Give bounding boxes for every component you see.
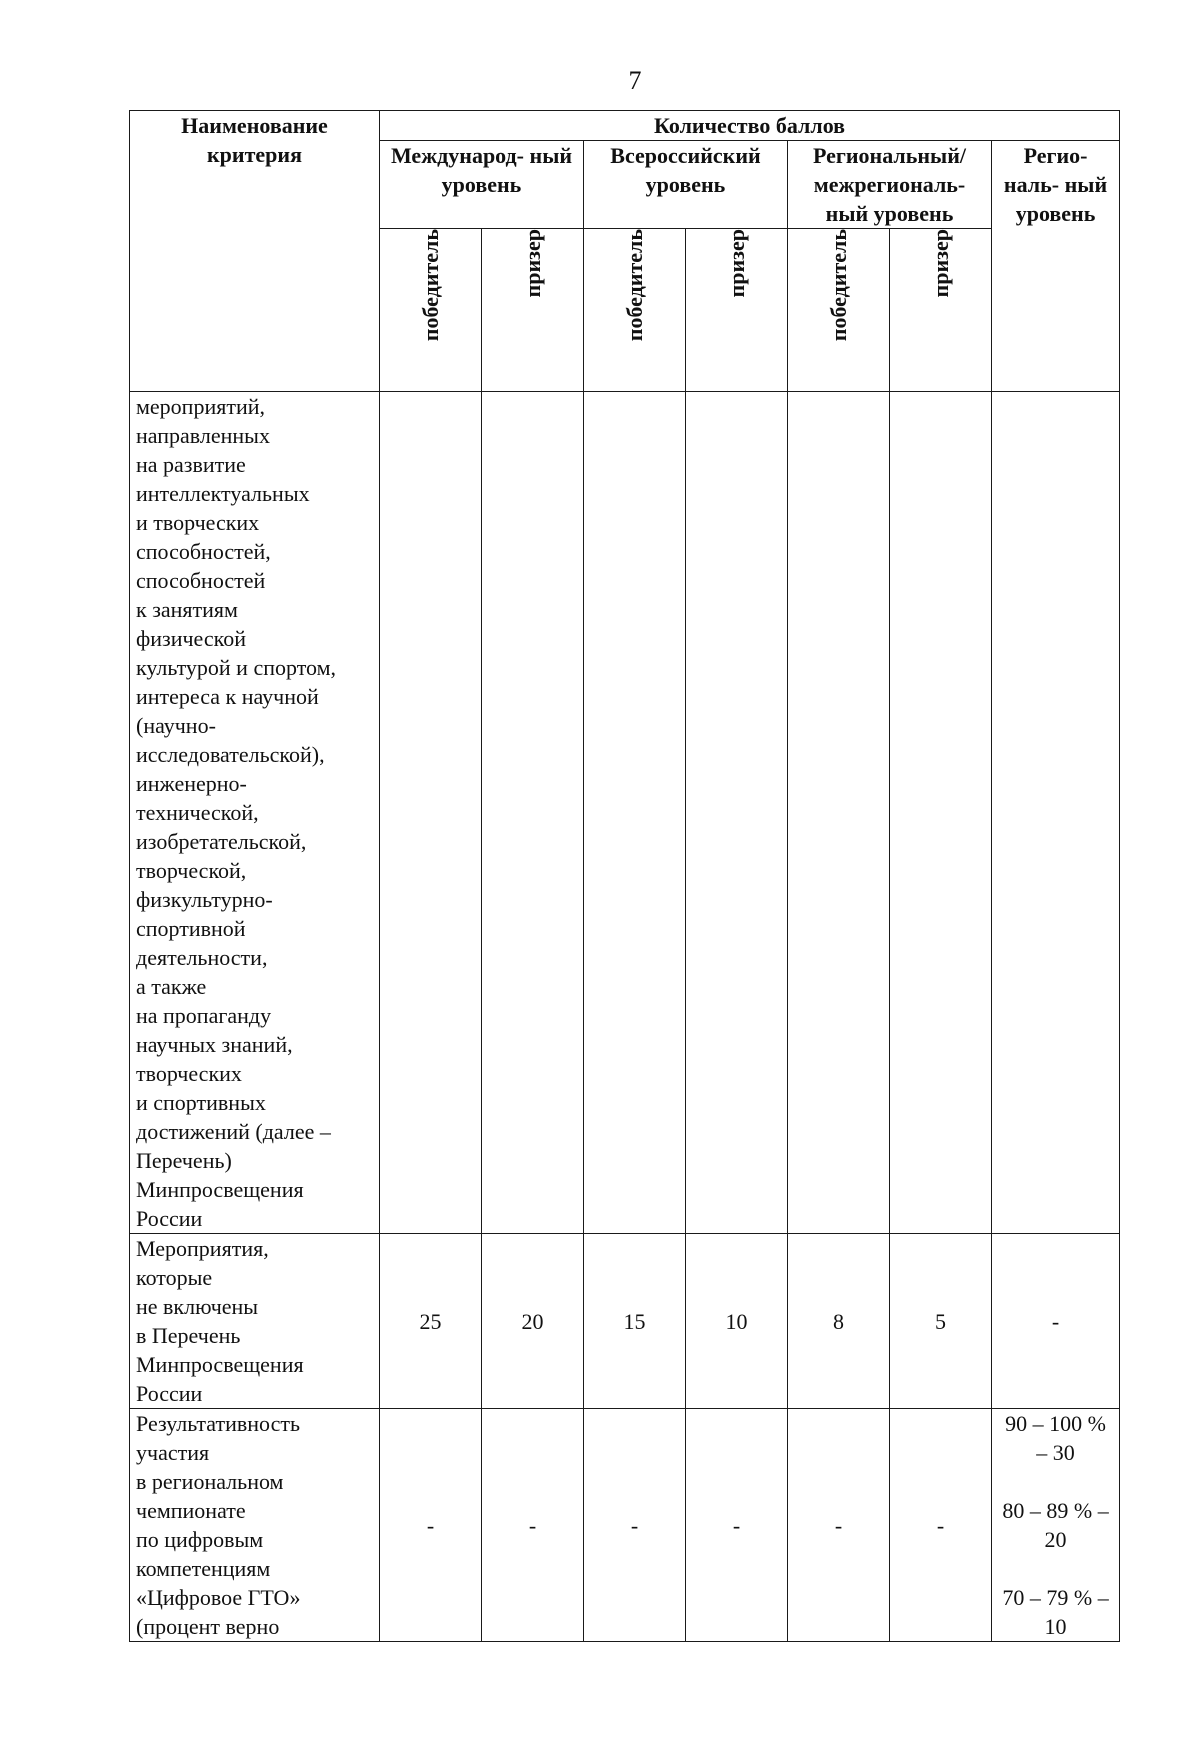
value-cell: 25: [380, 1234, 482, 1409]
value-cell: -: [482, 1409, 584, 1642]
table-row: [130, 1234, 1120, 1409]
international-prize-header: призер: [482, 229, 584, 392]
points-header: Количество баллов: [380, 111, 1120, 141]
page-number: 7: [628, 66, 642, 95]
level-all-russian: Всероссийский уровень: [584, 141, 788, 229]
value-cell: 15: [584, 1234, 686, 1409]
value-cell: [788, 392, 890, 1234]
level-regional: Регио- наль- ный уровень: [992, 141, 1120, 392]
value-cell: 5: [890, 1234, 992, 1409]
value-cell: -: [584, 1409, 686, 1642]
value-cell: -: [380, 1409, 482, 1642]
header-row-1: [130, 111, 1120, 141]
interregional-prize-header: призер: [890, 229, 992, 392]
level-interregional: Региональный/ межрегиональ- ный уровень: [788, 141, 992, 229]
all-russian-prize-header: призер: [686, 229, 788, 392]
value-cell: -: [890, 1409, 992, 1642]
value-cell: [482, 392, 584, 1234]
value-cell: -: [686, 1409, 788, 1642]
table-row: [130, 1409, 1120, 1642]
criterion-cell: Результативность участия в региональном чемпионате по цифровым компетенциям «Цифровое ГТО» (процент верно: [130, 1409, 380, 1642]
criterion-cell: Мероприятия, которые не включены в Перечень Минпросвещения России: [130, 1234, 380, 1409]
value-cell: -: [788, 1409, 890, 1642]
interregional-winner-header: победитель: [788, 229, 890, 392]
table-row: [130, 392, 1120, 1234]
criteria-points-table: [129, 110, 1120, 1642]
value-cell: [686, 392, 788, 1234]
value-cell: [992, 392, 1120, 1234]
regional-value-cell: 90 – 100 % – 30 80 – 89 % – 20 70 – 79 % – 10: [992, 1409, 1120, 1642]
value-cell: [380, 392, 482, 1234]
value-cell: [584, 392, 686, 1234]
level-international: Международ- ный уровень: [380, 141, 584, 229]
value-cell: 8: [788, 1234, 890, 1409]
all-russian-winner-header: победитель: [584, 229, 686, 392]
value-cell: 20: [482, 1234, 584, 1409]
value-cell: -: [992, 1234, 1120, 1409]
value-cell: 10: [686, 1234, 788, 1409]
criterion-cell: мероприятий, направленных на развитие интеллектуальных и творческих способностей, способностей к занятиям физической культурой и спортом, интереса к научной (научно- исследовательской), инженерно- технической, изобретательской, творческой, физкультурно- спортивной деятельности, а также на пропаганду научных знаний, творческих и спортивных достижений (далее – Перечень) Минпросвещения России: [130, 392, 380, 1234]
value-cell: [890, 392, 992, 1234]
international-winner-header: победитель: [380, 229, 482, 392]
criterion-header: Наименование критерия: [130, 111, 380, 392]
